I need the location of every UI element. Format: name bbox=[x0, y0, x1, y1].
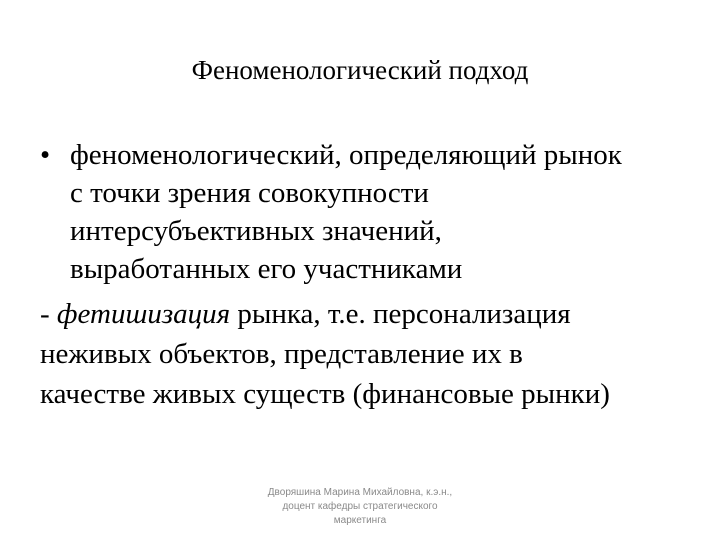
footer-line-2: доцент кафедры стратегического bbox=[282, 501, 438, 512]
paragraph-line-2: неживых объектов, представление их в bbox=[40, 338, 523, 370]
bullet-line-4: выработанных его участниками bbox=[70, 253, 463, 285]
bullet-marker: • bbox=[40, 139, 51, 171]
bullet-line-3: интерсубъективных значений, bbox=[70, 215, 442, 247]
paragraph-line-1-rest: рынка, т.е. персонализация bbox=[230, 298, 571, 330]
slide-title: Феноменологический подход bbox=[191, 55, 529, 85]
italic-term: фетишизация bbox=[56, 298, 231, 330]
footer-line-1: Дворяшина Марина Михайловна, к.э.н., bbox=[267, 487, 453, 498]
paragraph-line-1 bbox=[40, 294, 710, 334]
bullet-text-line-1: феноменологический, определяющий рынок bbox=[70, 139, 622, 171]
bullet-list-item bbox=[40, 136, 700, 288]
slide-footer bbox=[240, 486, 480, 528]
body-paragraph bbox=[40, 294, 710, 414]
bullet-line-1 bbox=[40, 136, 700, 174]
footer-line-3: маркетинга bbox=[333, 515, 387, 526]
bullet-line-2: с точки зрения совокупности bbox=[70, 177, 429, 209]
paragraph-dash: - bbox=[40, 298, 57, 330]
paragraph-line-3: качестве живых существ (финансовые рынки) bbox=[40, 378, 610, 410]
